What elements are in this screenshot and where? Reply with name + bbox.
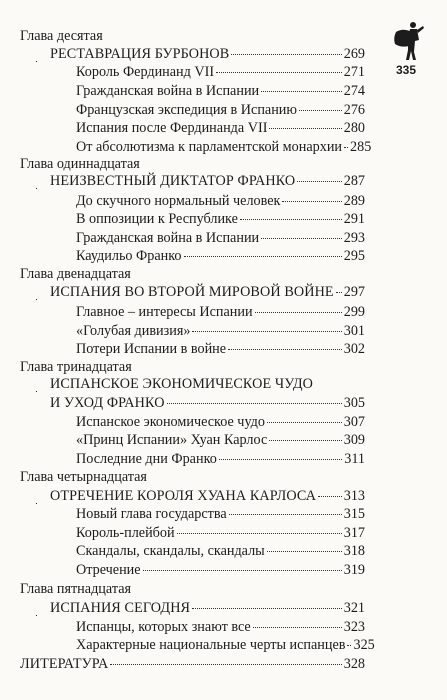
toc-page-number: 305	[343, 395, 365, 411]
toc-section-title[interactable]	[50, 394, 365, 412]
toc-entry-title: «Голубая дивизия»	[76, 323, 191, 339]
toc-entry-title: Испания после Фердинанда VII	[76, 120, 268, 136]
dot-leader	[347, 645, 351, 646]
dot-leader	[240, 219, 342, 220]
toc-entry[interactable]	[76, 505, 365, 523]
toc-entry-title: И УХОД ФРАНКО	[50, 395, 165, 411]
toc-entry[interactable]	[76, 561, 365, 579]
toc-entry-title: РЕСТАВРАЦИЯ БУРБОНОВ	[50, 46, 230, 62]
toc-page-number: 295	[343, 248, 365, 264]
dot-leader	[231, 54, 341, 55]
toc-page-number: 311	[344, 451, 365, 467]
chapter-heading: Глава двенадцатая	[20, 266, 131, 282]
toc-entry-title: ОТРЕЧЕНИЕ КОРОЛЯ ХУАНА КАРЛОСА	[50, 488, 317, 504]
toc-entry[interactable]	[76, 636, 375, 654]
dot-leader	[167, 403, 342, 404]
toc-page-number: 309	[343, 432, 365, 448]
toc-entry-bibliography[interactable]	[20, 655, 365, 673]
dot-leader	[269, 128, 341, 129]
toc-page-number: 289	[343, 193, 365, 209]
dot-leader	[261, 238, 342, 239]
toc-page-number: 323	[343, 619, 365, 635]
bull-and-matador-icon	[392, 20, 426, 62]
toc-entry[interactable]	[76, 63, 365, 81]
toc-entry[interactable]	[76, 247, 365, 265]
dot-leader	[299, 110, 342, 111]
toc-entry[interactable]	[76, 340, 365, 358]
toc-entry-title: Скандалы, скандалы, скандалы	[76, 543, 265, 559]
dot-leader	[267, 551, 342, 552]
toc-page-number: 313	[343, 488, 365, 504]
toc-page-number: 328	[343, 656, 365, 672]
toc-section-title[interactable]	[50, 172, 365, 190]
toc-page-number: 307	[343, 414, 365, 430]
dot-leader	[269, 440, 341, 441]
dot-leader	[216, 72, 342, 73]
toc-page-number: 315	[343, 506, 365, 522]
dot-leader	[297, 181, 341, 182]
dot-leader	[110, 664, 341, 665]
dot-leader	[229, 514, 342, 515]
toc-entry[interactable]	[76, 431, 365, 449]
dot-leader	[282, 201, 341, 202]
toc-section-title[interactable]	[50, 487, 365, 505]
toc-entry-title: Потери Испании в войне	[76, 341, 227, 357]
toc-page-number: 276	[343, 102, 365, 118]
toc-section-title[interactable]	[50, 375, 365, 393]
section-bracket-rule	[36, 188, 37, 189]
toc-entry[interactable]	[76, 210, 365, 228]
toc-entry-title: ИСПАНСКОЕ ЭКОНОМИЧЕСКОЕ ЧУДО	[50, 376, 314, 392]
dot-leader	[336, 292, 342, 293]
toc-entry-title: ИСПАНИЯ СЕГОДНЯ	[50, 600, 191, 616]
dot-leader	[255, 312, 342, 313]
toc-entry-title: Гражданская война в Испании	[76, 83, 260, 99]
toc-page-number: 317	[343, 525, 365, 541]
toc-entry-title: Отречение	[76, 562, 141, 578]
toc-entry-title: Испанское экономическое чудо	[76, 414, 265, 430]
dot-leader	[184, 256, 342, 257]
toc-entry-title: Главное – интересы Испании	[76, 304, 253, 320]
toc-entry[interactable]	[76, 119, 365, 137]
chapter-heading: Глава десятая	[20, 28, 103, 44]
toc-section-title[interactable]	[50, 599, 365, 617]
toc-entry[interactable]	[76, 524, 365, 542]
chapter-heading: Глава пятнадцатая	[20, 581, 132, 597]
toc-entry-title: Гражданская война в Испании	[76, 230, 260, 246]
toc-entry-title: Король-плейбой	[76, 525, 175, 541]
page-number: 335	[396, 63, 417, 77]
dot-leader	[192, 608, 342, 609]
toc-entry-title: Испанцы, которых знают все	[76, 619, 251, 635]
running-head	[140, 4, 310, 16]
toc-page-number: 274	[343, 83, 365, 99]
toc-section-title[interactable]	[50, 283, 365, 301]
toc-page-number: 297	[343, 284, 365, 300]
toc-entry-title: Французская экспедиция в Испанию	[76, 102, 297, 118]
toc-entry[interactable]	[76, 322, 365, 340]
section-bracket-rule	[36, 299, 37, 300]
toc-entry[interactable]	[76, 82, 365, 100]
toc-entry[interactable]	[76, 138, 372, 156]
toc-entry-title: ЛИТЕРАТУРА	[20, 656, 109, 672]
toc-page-number: 319	[343, 562, 365, 578]
toc-entry[interactable]	[76, 192, 365, 210]
toc-entry-title: Каудильо Франко	[76, 248, 182, 264]
toc-entry-title: Характерные национальные черты испанцев	[76, 637, 346, 653]
toc-entry-title: Последние дни Франко	[76, 451, 217, 467]
toc-entry-title: От абсолютизма к парламентской монархии	[76, 139, 343, 155]
toc-entry[interactable]	[76, 618, 365, 636]
toc-page-number: 269	[343, 46, 365, 62]
section-bracket-rule	[36, 503, 37, 504]
toc-page-number: 299	[343, 304, 365, 320]
toc-page-number: 325	[353, 637, 375, 653]
toc-page-number: 293	[343, 230, 365, 246]
toc-entry[interactable]	[76, 303, 365, 321]
toc-entry-title: «Принц Испании» Хуан Карлос	[76, 432, 268, 448]
dot-leader	[344, 147, 348, 148]
dot-leader	[267, 422, 342, 423]
toc-page-number: 302	[343, 341, 365, 357]
toc-page-number: 271	[343, 64, 365, 80]
toc-entry-title: НЕИЗВЕСТНЫЙ ДИКТАТОР ФРАНКО	[50, 173, 296, 189]
toc-entry-title: ИСПАНИЯ ВО ВТОРОЙ МИРОВОЙ ВОЙНЕ	[50, 284, 334, 300]
toc-page-number: 318	[343, 543, 365, 559]
chapter-heading: Глава тринадцатая	[20, 359, 132, 375]
dot-leader	[261, 91, 342, 92]
toc-page-number: 321	[343, 600, 365, 616]
toc-entry-title: До скучного нормальный человек	[76, 193, 281, 209]
dot-leader	[192, 331, 341, 332]
toc-entry-title: Новый глава государства	[76, 506, 227, 522]
dot-leader	[219, 459, 342, 460]
dot-leader	[177, 533, 342, 534]
dot-leader	[143, 570, 342, 571]
toc-entry[interactable]	[76, 542, 365, 560]
chapter-heading: Глава четырнадцатая	[20, 469, 147, 485]
toc-section-title[interactable]	[50, 45, 365, 63]
toc-page-number: 280	[343, 120, 365, 136]
dot-leader	[253, 627, 342, 628]
toc-entry[interactable]	[76, 450, 365, 468]
toc-entry[interactable]	[76, 229, 365, 247]
chapter-heading: Глава одиннадцатая	[20, 156, 140, 172]
section-bracket-rule	[36, 391, 37, 392]
toc-page-number: 287	[343, 173, 365, 189]
dot-leader	[318, 496, 342, 497]
dot-leader	[228, 349, 342, 350]
toc-entry-title: Король Фердинанд VII	[76, 64, 215, 80]
section-bracket-rule	[36, 615, 37, 616]
toc-entry[interactable]	[76, 413, 365, 431]
section-bracket-rule	[36, 61, 37, 62]
toc-page-number: 291	[343, 211, 365, 227]
toc-entry[interactable]	[76, 101, 365, 119]
toc-page-number: 285	[350, 139, 372, 155]
toc-page-number: 301	[343, 323, 365, 339]
toc-entry-title: В оппозиции к Республике	[76, 211, 238, 227]
